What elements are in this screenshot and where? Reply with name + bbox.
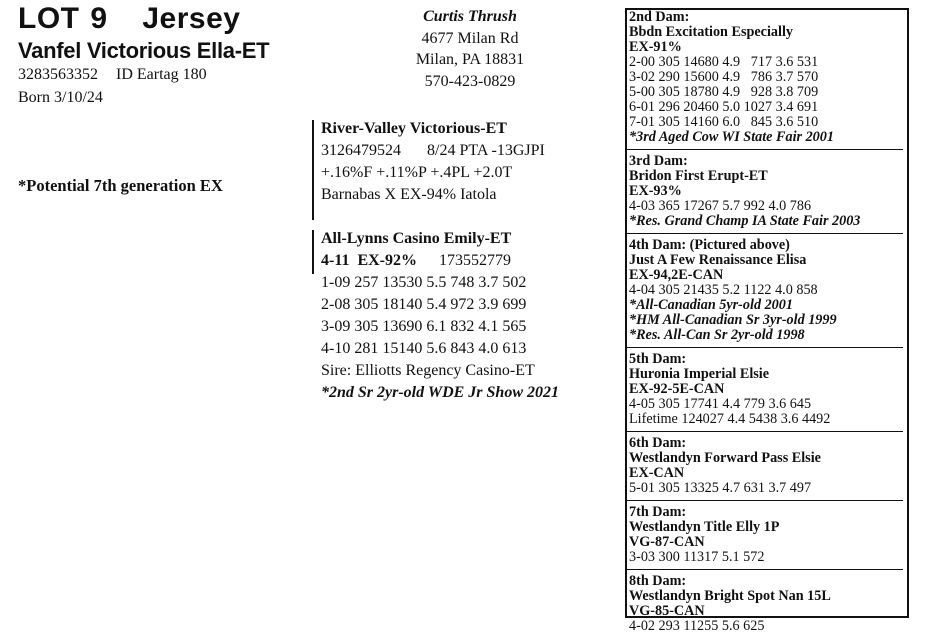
- sire-meta: [321, 140, 545, 162]
- lot-label: LOT: [18, 2, 80, 35]
- dam-name: Westlandyn Bright Spot Nan 15L: [629, 588, 831, 604]
- dam-heading: 5th Dam:: [629, 351, 687, 367]
- dam-record: 7-01 305 14160 6.0 845 3.6 510: [629, 114, 819, 130]
- dam-section: [629, 505, 903, 565]
- dam-section: [629, 154, 903, 229]
- dam-record: 1-09 257 13530 5.5 748 3.7 502: [321, 274, 527, 291]
- consignor-phone: 570-423-0829: [424, 72, 516, 90]
- dam-section: [629, 238, 903, 343]
- dam-classification: EX-91%: [629, 39, 682, 55]
- dam-block: [321, 228, 559, 404]
- dam-record: 4-05 305 17741 4.4 779 3.6 645: [629, 396, 812, 412]
- dam-record: 3-02 290 15600 4.9 786 3.7 570: [629, 69, 819, 85]
- dam-classification: EX-92-5E-CAN: [629, 381, 725, 397]
- birth-date: Born 3/10/24: [18, 89, 103, 106]
- sire-block: [321, 118, 545, 206]
- dam-score: 4-11 EX-92%: [321, 252, 417, 269]
- dam-classification: VG-87-CAN: [629, 534, 705, 550]
- consignor-name: Curtis Thrush: [423, 8, 517, 25]
- consignor-address: 4677 Milan Rd: [421, 29, 519, 47]
- dam-heading: 2nd Dam:: [629, 9, 690, 25]
- section-divider: [625, 233, 903, 234]
- consignor-city: Milan, PA 18831: [415, 51, 525, 68]
- section-divider: [625, 431, 903, 432]
- lot-number: 9: [90, 2, 108, 35]
- dam-reg: 173552779: [439, 252, 511, 269]
- dam-classification: EX-94,2E-CAN: [629, 267, 724, 283]
- dam-record: 4-04 305 21435 5.2 1122 4.0 858: [629, 282, 818, 298]
- dam-section: [629, 436, 903, 496]
- dam-name: Westlandyn Forward Pass Elsie: [629, 450, 821, 466]
- dam-heading: 4th Dam: (Pictured above): [629, 237, 790, 253]
- dam-name: All-Lynns Casino Emily-ET: [321, 230, 512, 247]
- dam-section: [629, 10, 903, 145]
- dam-classification: EX-93%: [629, 183, 682, 199]
- dam-bracket: [312, 230, 314, 274]
- dam-name: Westlandyn Title Elly 1P: [629, 519, 780, 535]
- registration-number: 3283563352: [18, 66, 98, 83]
- dam-honor: *HM All-Canadian Sr 3yr-old 1999: [629, 312, 837, 328]
- section-divider: [625, 149, 903, 150]
- sire-components: +.16%F +.11%P +.4PL +2.0T: [321, 164, 513, 181]
- consignor-block: [380, 6, 560, 92]
- dam-record: 3-09 305 13690 6.1 832 4.1 565: [321, 318, 527, 335]
- dam-record: 5-01 305 13325 4.7 631 3.7 497: [629, 480, 812, 496]
- dam-section: [629, 574, 903, 634]
- dam-classification: EX-CAN: [629, 465, 685, 481]
- dam-record: 4-03 365 17267 5.7 992 4.0 786: [629, 198, 812, 214]
- dam-section: [629, 352, 903, 427]
- section-divider: [625, 500, 903, 501]
- dam-honor: *3rd Aged Cow WI State Fair 2001: [629, 129, 834, 145]
- sire-bracket: [312, 120, 314, 220]
- dam-heading: 6th Dam:: [629, 435, 687, 451]
- section-divider: [625, 569, 903, 570]
- sire-name: River-Valley Victorious-ET: [321, 120, 507, 137]
- sire-pedigree: Barnabas X EX-94% Iatola: [321, 186, 497, 203]
- dam-classification: VG-85-CAN: [629, 603, 705, 619]
- dam-record: Lifetime 124027 4.4 5438 3.6 4492: [629, 411, 831, 427]
- dam-name: Bbdn Excitation Especially: [629, 24, 793, 40]
- animal-name: Vanfel Victorious Ella-ET: [18, 38, 270, 63]
- dam-heading: 7th Dam:: [629, 504, 687, 520]
- section-divider: [625, 347, 903, 348]
- dam-record: 6-01 296 20460 5.0 1027 3.4 691: [629, 99, 819, 115]
- dam-honor: *2nd Sr 2yr-old WDE Jr Show 2021: [321, 384, 559, 401]
- dam-name: Huronia Imperial Elsie: [629, 366, 770, 382]
- dam-record: 2-08 305 18140 5.4 972 3.9 699: [321, 296, 527, 313]
- dam-score-row: [321, 250, 559, 272]
- dam-record: 2-00 305 14680 4.9 717 3.6 531: [629, 54, 819, 70]
- dam-honor: *All-Canadian 5yr-old 2001: [629, 297, 793, 313]
- extended-pedigree-list: [629, 10, 903, 638]
- dam-record: 4-10 281 15140 5.6 843 4.0 613: [321, 340, 527, 357]
- dam-sire-line: Sire: Elliotts Regency Casino-ET: [321, 362, 535, 379]
- dam-heading: 8th Dam:: [629, 573, 687, 589]
- dam-record: 5-00 305 18780 4.9 928 3.8 709: [629, 84, 819, 100]
- potential-note: *Potential 7th generation EX: [18, 176, 223, 195]
- dam-name: Just A Few Renaissance Elisa: [629, 252, 807, 268]
- breed: Jersey: [142, 2, 241, 35]
- lot-heading: [18, 2, 240, 36]
- dam-record: 4-02 293 11255 5.6 625: [629, 618, 765, 634]
- dam-honor: *Res. Grand Champ IA State Fair 2003: [629, 213, 861, 229]
- dam-heading: 3rd Dam:: [629, 153, 688, 169]
- dam-name: Bridon First Erupt-ET: [629, 168, 768, 184]
- registration-line: [18, 66, 207, 84]
- eartag: ID Eartag 180: [116, 66, 207, 83]
- sire-reg: 3126479524: [321, 142, 401, 159]
- dam-honor: *Res. All-Can Sr 2yr-old 1998: [629, 327, 805, 343]
- dam-record: 3-03 300 11317 5.1 572: [629, 549, 765, 565]
- sire-pta: 8/24 PTA -13GJPI: [427, 142, 545, 159]
